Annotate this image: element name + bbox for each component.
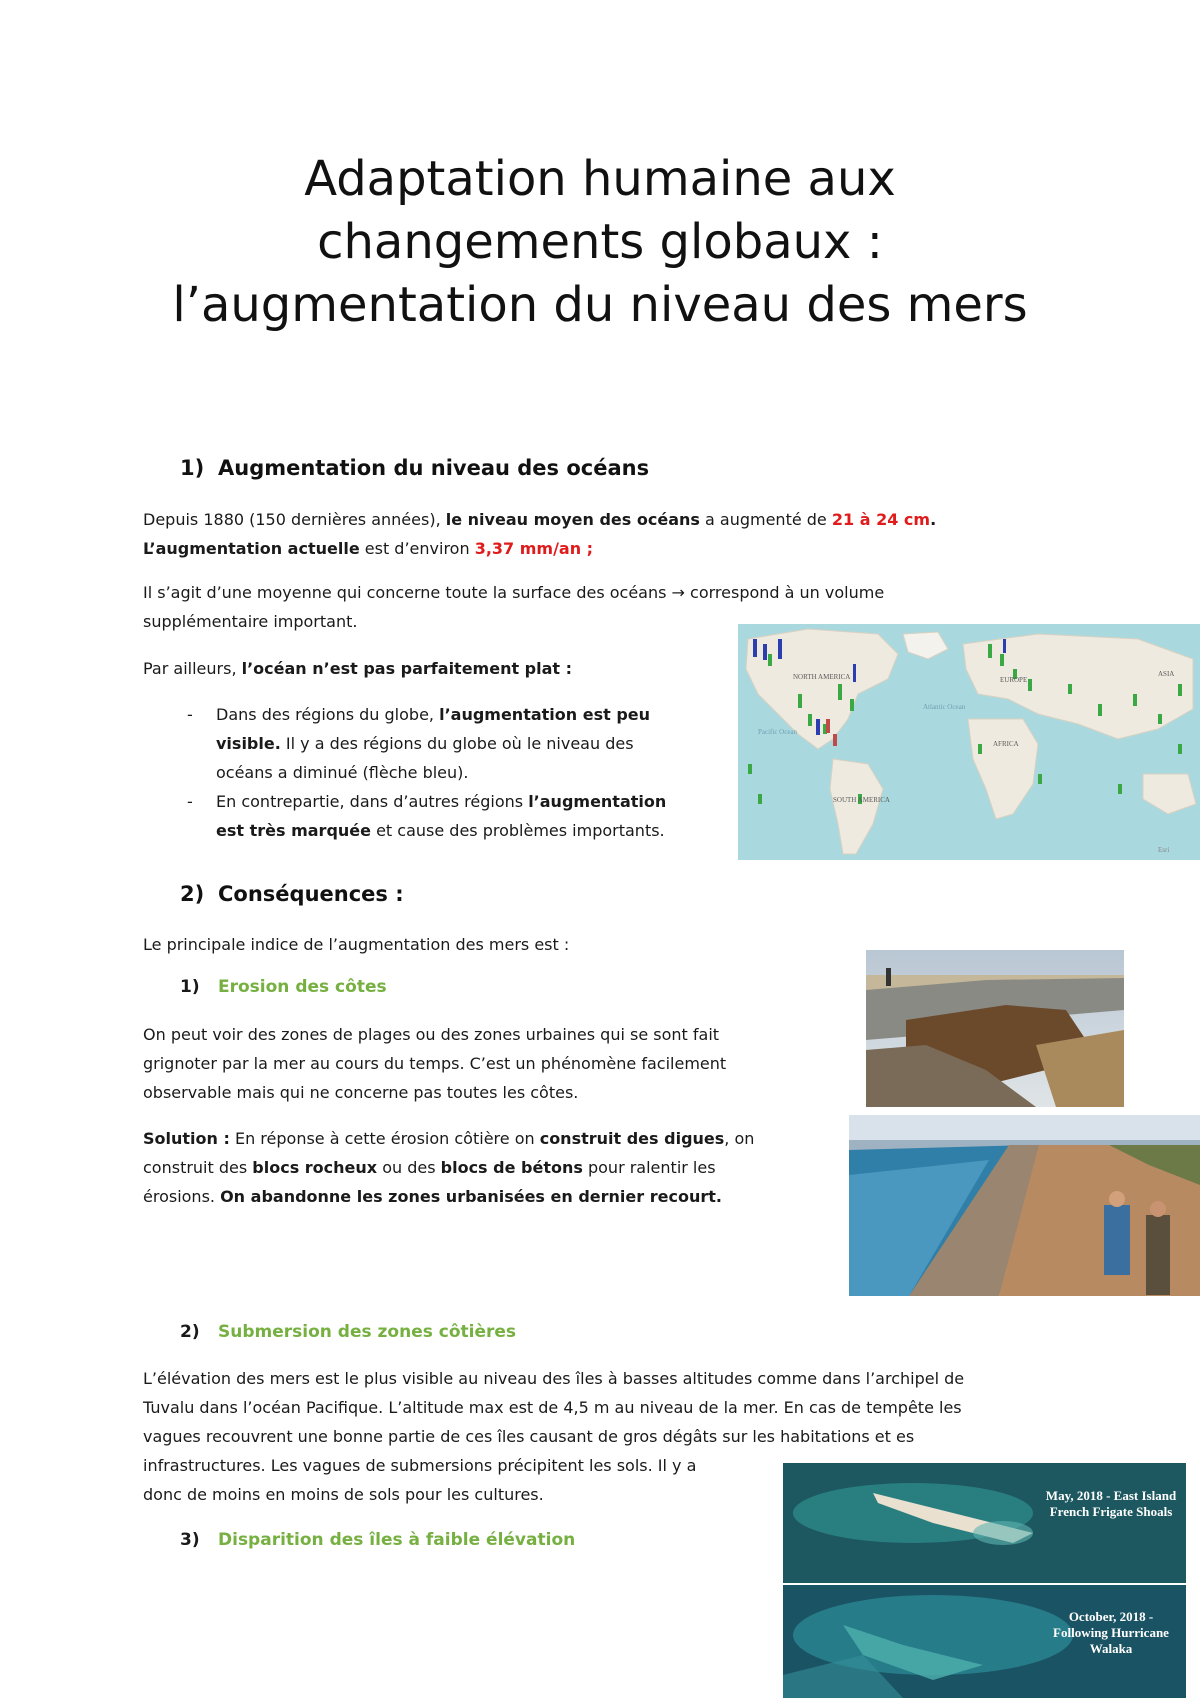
list-item: - En contrepartie, dans d’autres régions l’augmentation est très marquée et cause des problèmes importants. [187,792,667,840]
map-label-south-america: SOUTH AMERICA [833,796,890,804]
island-after-image [783,1585,1186,1698]
paragraph-ocean-not-flat: Par ailleurs, l’océan n’est pas parfaitement plat : [143,659,573,678]
section-2-heading [180,882,404,906]
bullet-list [143,700,743,845]
section-1-title: Augmentation du niveau des océans [218,456,650,480]
world-map-graphic [738,624,1200,860]
subsection-1-heading: 1) Erosion des côtes [180,977,387,997]
sea-level-map-image [738,624,1200,860]
paragraph-solution: Solution : En réponse à cette érosion côtière on construit des digues, on construit des blocs rocheux ou des blocs de bétons pour ralentir les érosions. On abandonne les zones urbanisées en dernier recourt. [143,1129,755,1206]
map-credit: Esri [1158,846,1170,854]
arrow-right-icon: → [671,583,685,602]
paragraph-erosion: On peut voir des zones de plages ou des zones urbaines qui se sont fait grignoter par la mer au cours du temps. C’est un phénomène facilement observable mais qui ne concerne pas toutes les côtes. [143,1025,727,1102]
subsection-1-title: Erosion des côtes [218,977,387,997]
map-label-asia: ASIA [1158,670,1175,678]
value-21-24cm: 21 à 24 cm [831,510,931,529]
section-1-number: 1) [180,456,205,480]
island-after-label: October, 2018 - Following Hurricane Walaka [1053,1609,1169,1656]
section-1-heading [180,456,649,480]
subsection-2-heading: 2) Submersion des zones côtières [180,1322,517,1342]
subsection-2-title: Submersion des zones côtières [218,1322,517,1342]
island-before-label: May, 2018 - East Island French Frigate Shoals [1045,1488,1177,1519]
map-label-pacific: Pacific Ocean [758,728,798,736]
subsection-3-heading: 3) Disparition des îles à faible élévation [180,1530,576,1550]
paragraph-average: Il s’agit d’une moyenne qui concerne toute la surface des océans → correspond à un volume supplémentaire important. [143,583,885,631]
map-label-europe: EUROPE [1000,676,1028,684]
list-item: - Dans des régions du globe, l’augmentation est peu visible. Il y a des régions du globe où le niveau des océans a diminué (flèche bleu). [187,705,651,782]
section-2-title: Conséquences : [218,882,404,906]
section-2-number: 2) [180,882,205,906]
page-title: Adaptation humaine aux changements globaux : l’augmentation du niveau des mers [172,151,1028,333]
map-label-africa: AFRICA [993,740,1019,748]
map-label-north-america: NORTH AMERICA [793,673,851,681]
island-before-image [783,1463,1186,1583]
paragraph-since-1880: Depuis 1880 (150 dernières années), le niveau moyen des océans a augmenté de 21 à 24 cm. L’augmentation actuelle est d’environ 3,37 mm/an ; [143,510,937,558]
paragraph-submersion: L’élévation des mers est le plus visible au niveau des îles à basses altitudes comme dans l’archipel de Tuvalu dans l’océan Pacifique. L’altitude max est de 4,5 m au niveau de la mer. En cas de tempête les vagues recouvrent une bonne partie de ces îles causant de gros dégâts sur les habitations et es infrastructures. Les vagues de submersions précipitent les sols. Il y a donc de moins en moins de sols pour les cultures. [143,1369,965,1504]
subsection-3-title: Disparition des îles à faible élévation [218,1530,576,1550]
map-label-atlantic: Atlantic Ocean [923,703,966,711]
section-2-intro: Le principale indice de l’augmentation des mers est : [143,935,570,954]
value-rate: 3,37 mm/an ; [474,539,594,558]
rock-dike-photo [849,1115,1200,1296]
coastal-erosion-photo [866,950,1124,1107]
